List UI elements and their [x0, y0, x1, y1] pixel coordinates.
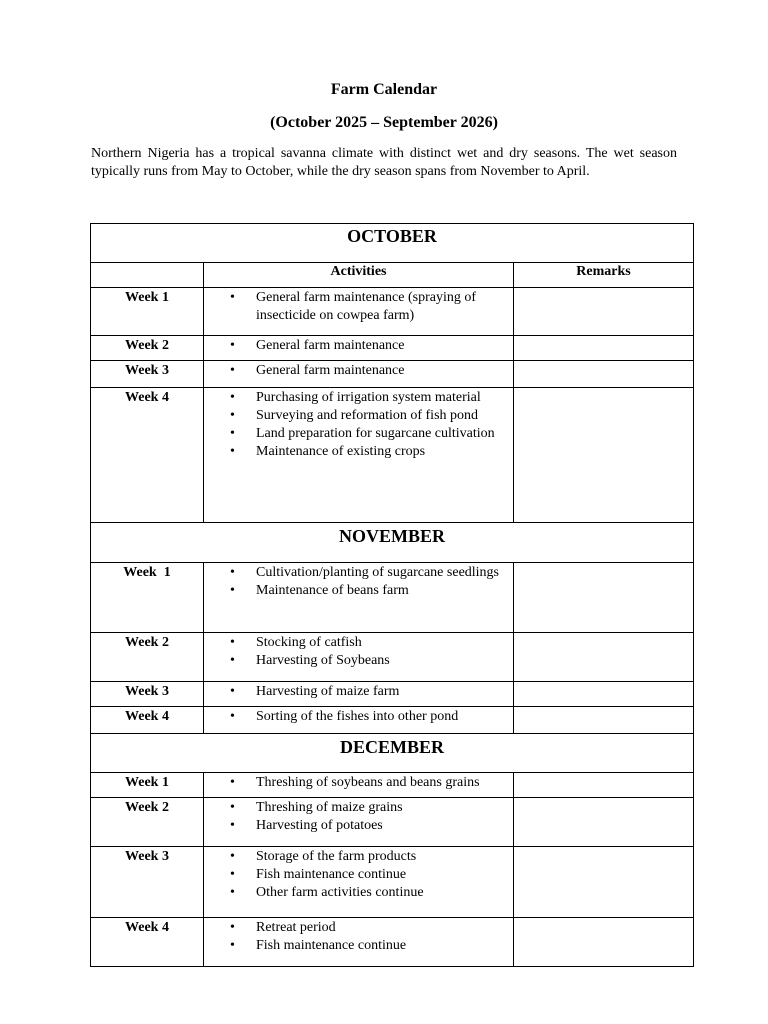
column-header-week: [91, 263, 204, 288]
document-title: Farm Calendar: [330, 81, 438, 98]
list-item: [230, 389, 513, 407]
week-label-cell: [91, 773, 204, 798]
column-header-activities-label: Activities: [330, 264, 387, 279]
list-item: [230, 652, 513, 670]
document-subtitle: (October 2025 – September 2026): [270, 114, 498, 131]
list-item: [230, 337, 513, 355]
activities-list: [204, 708, 513, 726]
activity-text: Harvesting of Soybeans: [256, 653, 390, 668]
remarks-cell: [514, 682, 694, 707]
column-header-row: [91, 263, 694, 288]
activity-text: Stocking of catfish: [256, 635, 362, 650]
week-label-cell: [91, 288, 204, 336]
bullet-icon: •: [230, 885, 235, 900]
week-label: Week 1: [125, 775, 169, 790]
list-item: [230, 443, 513, 461]
activities-wrap: [204, 361, 513, 380]
activity-text: Land preparation for sugarcane cultivation: [256, 426, 495, 441]
bullet-icon: •: [230, 408, 235, 423]
activity-text: Threshing of soybeans and beans grains: [256, 775, 480, 790]
list-item: [230, 817, 513, 835]
activities-wrap: [204, 682, 513, 701]
table-row: [91, 361, 694, 388]
bullet-icon: •: [230, 709, 235, 724]
week-label: Week 2: [125, 635, 169, 650]
remarks-cell: [514, 361, 694, 388]
list-item: [230, 582, 513, 600]
month-title: DECEMBER: [339, 737, 444, 757]
list-item: [230, 884, 513, 902]
week-label: Week 3: [125, 363, 169, 378]
month-title-cell: [91, 523, 694, 563]
week-label: Week 2: [125, 338, 169, 353]
activities-cell: [204, 918, 514, 967]
activities-list: [204, 564, 513, 600]
list-item: [230, 799, 513, 817]
activities-wrap: [204, 336, 513, 355]
activities-wrap: [204, 773, 513, 792]
activities-list: [204, 774, 513, 792]
week-label-cell: [91, 847, 204, 918]
activities-cell: [204, 336, 514, 361]
activities-wrap: [204, 847, 513, 902]
activity-text: Harvesting of potatoes: [256, 818, 383, 833]
activities-list: [204, 848, 513, 902]
week-label-cell: [91, 707, 204, 734]
list-item: [230, 362, 513, 380]
week-label-cell: [91, 388, 204, 523]
table-row: [91, 773, 694, 798]
bullet-icon: •: [230, 444, 235, 459]
activity-text: Maintenance of existing crops: [256, 444, 426, 459]
activity-text: Sorting of the fishes into other pond: [256, 709, 459, 724]
activity-text: Purchasing of irrigation system material: [256, 390, 481, 405]
table-row: [91, 336, 694, 361]
bullet-icon: •: [230, 338, 235, 353]
month-row: [91, 523, 694, 563]
week-label-cell: [91, 633, 204, 682]
month-row: [91, 734, 694, 773]
week-label-cell: [91, 361, 204, 388]
list-item: [230, 866, 513, 884]
week-label-cell: [91, 918, 204, 967]
activities-cell: [204, 361, 514, 388]
activity-text: Fish maintenance continue: [256, 867, 407, 882]
list-item: [230, 289, 513, 325]
week-label: Week 1: [123, 565, 171, 580]
activities-list: [204, 337, 513, 355]
month-row: [91, 224, 694, 263]
remarks-cell: [514, 707, 694, 734]
week-label: Week 4: [125, 709, 169, 724]
activities-cell: [204, 388, 514, 523]
list-item: [230, 937, 513, 955]
column-header-remarks: [514, 263, 694, 288]
remarks-cell: [514, 798, 694, 847]
table-row: [91, 388, 694, 523]
bullet-icon: •: [230, 565, 235, 580]
month-title-cell: [91, 224, 694, 263]
activity-text: General farm maintenance: [256, 338, 405, 353]
week-label: Week 3: [125, 684, 169, 699]
bullet-icon: •: [230, 938, 235, 953]
activities-wrap: [204, 707, 513, 726]
column-header-activities: [204, 263, 514, 288]
activity-text: Maintenance of beans farm: [256, 583, 409, 598]
list-item: [230, 774, 513, 792]
activities-wrap: [204, 388, 513, 461]
activity-text: Surveying and reformation of fish pond: [256, 408, 479, 423]
list-item: [230, 564, 513, 582]
activities-cell: [204, 773, 514, 798]
activities-list: [204, 634, 513, 670]
week-label: Week 1: [125, 290, 169, 305]
table-row: [91, 847, 694, 918]
bullet-icon: •: [230, 775, 235, 790]
remarks-cell: [514, 773, 694, 798]
bullet-icon: •: [230, 363, 235, 378]
activities-cell: [204, 798, 514, 847]
activities-wrap: [204, 563, 513, 600]
activities-list: [204, 919, 513, 955]
activity-text: Retreat period: [256, 920, 336, 935]
activities-cell: [204, 682, 514, 707]
activity-text: Storage of the farm products: [256, 849, 417, 864]
bullet-icon: •: [230, 867, 235, 882]
activities-wrap: [204, 918, 513, 955]
activity-text: General farm maintenance: [256, 363, 405, 378]
remarks-cell: [514, 563, 694, 633]
table-row: [91, 633, 694, 682]
list-item: [230, 708, 513, 726]
activities-list: [204, 799, 513, 835]
bullet-icon: •: [230, 426, 235, 441]
month-title-cell: [91, 734, 694, 773]
activities-cell: [204, 707, 514, 734]
list-item: [230, 407, 513, 425]
week-label-cell: [91, 798, 204, 847]
bullet-icon: •: [230, 390, 235, 405]
activity-text: Cultivation/planting of sugarcane seedlings: [256, 565, 500, 580]
activities-list: [204, 389, 513, 461]
calendar-body: [91, 224, 694, 967]
week-label-cell: [91, 563, 204, 633]
week-label: Week 4: [125, 390, 169, 405]
month-title: OCTOBER: [347, 226, 437, 246]
activities-list: [204, 362, 513, 380]
month-title: NOVEMBER: [338, 526, 445, 546]
table-row: [91, 682, 694, 707]
activities-wrap: [204, 798, 513, 835]
remarks-cell: [514, 388, 694, 523]
list-item: [230, 848, 513, 866]
bullet-icon: •: [230, 800, 235, 815]
bullet-icon: •: [230, 920, 235, 935]
activities-list: [204, 683, 513, 701]
week-label-cell: [91, 682, 204, 707]
activities-wrap: [204, 633, 513, 670]
week-label: Week 2: [125, 800, 169, 815]
activity-text: Other farm activities continue: [256, 885, 424, 900]
farm-calendar-table: [90, 223, 694, 967]
bullet-icon: •: [230, 849, 235, 864]
activity-text: Threshing of maize grains: [256, 800, 403, 815]
activity-text: Fish maintenance continue: [256, 938, 407, 953]
activities-cell: [204, 633, 514, 682]
table-row: [91, 563, 694, 633]
intro-paragraph: Northern Nigeria has a tropical savanna climate with distinct wet and dry seasons. The wet season typically runs from May to October, while the dry season spans from November to April.: [91, 146, 677, 179]
list-item: [230, 425, 513, 443]
remarks-cell: [514, 847, 694, 918]
table-row: [91, 918, 694, 967]
activities-list: [204, 289, 513, 325]
week-label: Week 3: [125, 849, 169, 864]
bullet-icon: •: [230, 684, 235, 699]
remarks-cell: [514, 336, 694, 361]
activities-cell: [204, 288, 514, 336]
activities-cell: [204, 847, 514, 918]
remarks-cell: [514, 288, 694, 336]
list-item: [230, 683, 513, 701]
column-header-remarks-label: Remarks: [576, 264, 631, 279]
remarks-cell: [514, 633, 694, 682]
remarks-cell: [514, 918, 694, 967]
bullet-icon: •: [230, 583, 235, 598]
activities-wrap: [204, 288, 513, 325]
bullet-icon: •: [230, 290, 235, 305]
activity-text: Harvesting of maize farm: [256, 684, 400, 699]
activity-text: General farm maintenance (spraying of insecticide on cowpea farm): [256, 290, 477, 323]
table-row: [91, 707, 694, 734]
week-label-cell: [91, 336, 204, 361]
table-row: [91, 798, 694, 847]
bullet-icon: •: [230, 818, 235, 833]
list-item: [230, 634, 513, 652]
list-item: [230, 919, 513, 937]
table-row: [91, 288, 694, 336]
week-label: Week 4: [125, 920, 169, 935]
bullet-icon: •: [230, 635, 235, 650]
activities-cell: [204, 563, 514, 633]
bullet-icon: •: [230, 653, 235, 668]
